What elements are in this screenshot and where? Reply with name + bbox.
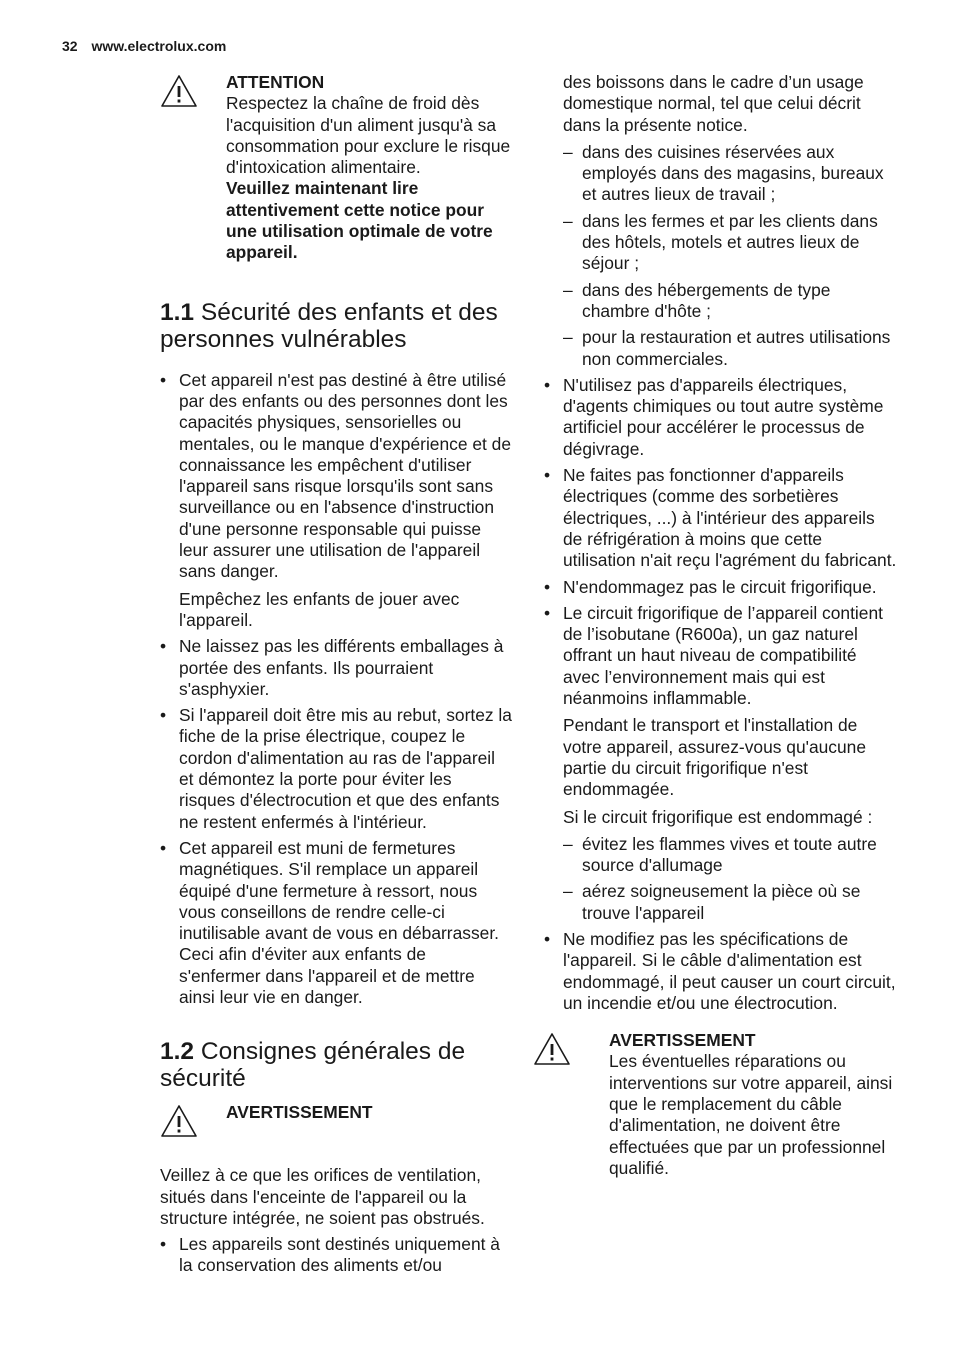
page-number: 32: [62, 38, 78, 54]
list-item-text: Si l'appareil doit être mis au rebut, sortez la fiche de la prise électrique, coupez le cordon d'alimentation au ras de l'appareil et démontez la porte pour éviter les risques d'électrocution et que des enfants ne restent enfermés à l'intérieur.: [179, 705, 512, 832]
list-item-text: Ne modifiez pas les spécifications de l'appareil. Si le câble d'alimentation est endommagé, il peut causer un court circuit, un incendie et/ou une électrocution.: [563, 928, 896, 1013]
list-item-note: Si le circuit frigorifique est endommagé :: [563, 806, 873, 827]
continuation-text: des boissons dans le cadre d’un usage domestique normal, tel que celui décrit dans la présente notice.: [563, 72, 864, 135]
dash-item: [563, 881, 897, 924]
section-heading-1-1: [160, 299, 512, 353]
dash-item: [563, 834, 897, 877]
section-heading-1-2: [160, 1038, 512, 1092]
damage-dash-list: [563, 834, 897, 924]
warning-text: Les éventuelles réparations ou interventions sur votre appareil, ainsi que le remplacement du câble d'alimentation, ne doivent être effectuées que par un professionnel qualifié.: [609, 1051, 893, 1178]
list-item-text: Cet appareil n'est pas destiné à être utilisé par des enfants ou des personnes dont les capacités physiques, sensorielles ou mentales, ou le manque d'expérience et de connaissance les empêchent d'utiliser l'appareil sans risque lorsqu'ils sont sans surveillance ou en l'absence d'instruction d'une personne responsable qui puisse leur assurer une utilisation de l'appareil sans danger.: [179, 369, 512, 582]
list-item: [544, 577, 897, 598]
list-item: [544, 603, 897, 924]
attention-text: Respectez la chaîne de froid dès l'acquisition d'un aliment jusqu'à sa consommation pour exclure le risque d'intoxication alimentaire.: [226, 93, 511, 178]
dash-item-text: dans des hébergements de type chambre d'hôte ;: [582, 279, 831, 321]
warning-triangle-icon: [160, 1104, 198, 1138]
section-title: Consignes générales de sécurité: [160, 1038, 466, 1093]
list-item: [160, 1234, 512, 1277]
list-item-text: Ne faites pas fonctionner d'appareils électriques (comme des sorbetières électriques, ...) à l'intérieur des appareils de réfrigération à moins que cette utilisation n'ait reçu l'agrément du fabricant.: [563, 465, 897, 571]
list-item: [160, 636, 512, 700]
list-item-text: Les appareils sont destinés uniquement à la conservation des aliments et/ou: [179, 1234, 500, 1276]
warning-triangle-icon: [533, 1032, 571, 1066]
section-number: 1.2: [160, 1038, 195, 1066]
dash-item-text: dans les fermes et par les clients dans des hôtels, motels et autres lieux de séjour ;: [582, 210, 878, 274]
list-item-text: Le circuit frigorifique de l’appareil contient de l’isobutane (R600a), un gaz naturel offrant un haut niveau de compatibilité avec l’environnement mais qui est néanmoins inflammable.: [563, 602, 883, 709]
attention-bold-text: Veuillez maintenant lire attentivement cette notice pour une utilisation optimale de votre appareil.: [226, 178, 493, 263]
dash-item-text: aérez soigneusement la pièce où se trouve l'appareil: [582, 881, 861, 923]
list-item: [544, 929, 897, 1014]
list-item-note: Pendant le transport et l'installation de votre appareil, assurez-vous qu'aucune partie du circuit frigorifique n'est endommagée.: [563, 715, 867, 800]
list-item: [160, 838, 512, 1008]
ventilation-text: Veillez à ce que les orifices de ventilation, situés dans l'enceinte de l'appareil ou la structure intégrée, ne soient pas obstrués.: [160, 1165, 485, 1228]
warning-block: [160, 1102, 512, 1152]
usage-dash-list: [563, 142, 897, 370]
list-item: [160, 705, 512, 833]
list-item-text: Ne laissez pas les différents emballages à portée des enfants. Ils pourraient s'asphyxier.: [179, 636, 504, 699]
general-safety-list: [160, 1234, 512, 1277]
warning-block: [533, 1030, 897, 1179]
dash-item: [563, 327, 897, 370]
list-item: [544, 375, 897, 460]
attention-title: ATTENTION: [226, 72, 325, 92]
dash-item: [563, 142, 897, 206]
dash-item-text: évitez les flammes vives et toute autre source d'allumage: [582, 833, 877, 876]
attention-block: [160, 72, 512, 264]
dash-item: [563, 211, 897, 275]
dash-item-text: pour la restauration et autres utilisations non commerciales.: [582, 327, 891, 369]
dash-item-text: dans des cuisines réservées aux employés dans des magasins, bureaux et autres lieux de travail ;: [582, 141, 884, 205]
right-column: [563, 72, 897, 1179]
warning-title: AVERTISSEMENT: [226, 1102, 373, 1123]
dash-item: [563, 280, 897, 323]
general-safety-list-cont: [544, 375, 897, 1014]
list-item: [544, 465, 897, 571]
site-url: www.electrolux.com: [91, 38, 227, 54]
child-safety-list: [160, 370, 512, 1009]
warning-triangle-icon: [160, 74, 198, 108]
left-column: [160, 72, 512, 1282]
list-item: [160, 370, 512, 632]
list-item-text: Cet appareil est muni de fermetures magnétiques. S'il remplace un appareil équipé d'une fermeture à ressort, nous vous conseillons de rendre celle-ci inutilisable avant de vous en débarrasser. Ceci afin d'éviter aux enfants de s'enfermer dans l'appareil et de mettre ainsi leur vie en danger.: [179, 837, 499, 1007]
list-item-note: Empêchez les enfants de jouer avec l'appareil.: [179, 588, 460, 630]
section-number: 1.1: [160, 298, 195, 326]
page-header: [62, 38, 226, 54]
section-title: Sécurité des enfants et des personnes vulnérables: [160, 298, 498, 353]
list-item-text: N'utilisez pas d'appareils électriques, d'agents chimiques ou tout autre système artificiel pour accélérer le processus de dégivrage.: [563, 374, 884, 459]
list-item-text: N'endommagez pas le circuit frigorifique.: [563, 576, 877, 597]
warning-title: AVERTISSEMENT: [609, 1030, 756, 1051]
